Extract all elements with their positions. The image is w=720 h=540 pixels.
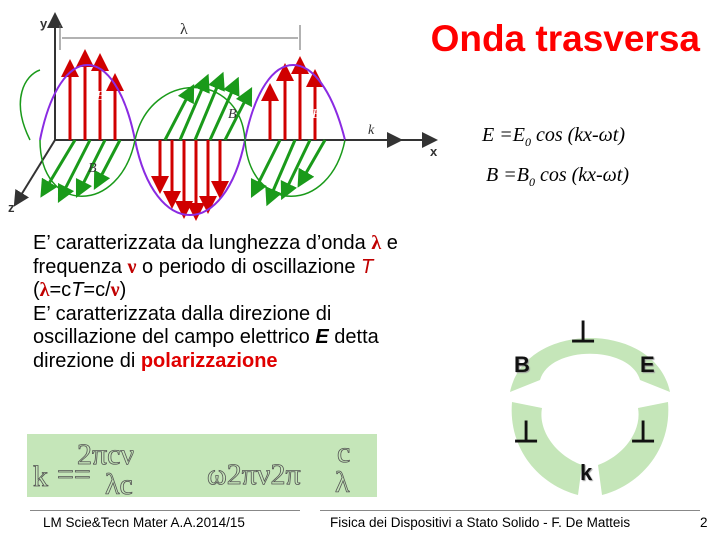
equation-b-rhs: cos (kx-ωt) (534, 164, 630, 186)
e-label-2: E (312, 107, 321, 122)
body-line-2 (33, 256, 503, 280)
vector-e-label: E (640, 352, 655, 377)
body-line-5a: oscillazione del campo elettrico (33, 326, 316, 348)
equation-e-sub: 0 (524, 135, 531, 149)
perp-symbol-top: ⊥ (570, 316, 597, 349)
nu-symbol-2: ν (110, 279, 120, 301)
body-line-3a: ( (33, 279, 40, 301)
formula-eq: == (57, 458, 91, 491)
footer-divider-left (30, 510, 300, 511)
body-line-6 (33, 350, 503, 374)
lambda-symbol-2: λ (39, 279, 50, 301)
period-symbol-2: T (71, 279, 84, 301)
body-line-1b: e (381, 232, 398, 254)
formula-overlay-box (27, 434, 377, 497)
body-line-3c: =c/ (83, 279, 111, 301)
footer-course-title: Fisica dei Dispositivi a Stato Solido - F. De Matteis (330, 515, 631, 530)
body-line-1 (33, 232, 503, 256)
body-line-3d: ) (119, 279, 127, 301)
body-line-5b: detta (328, 326, 379, 348)
body-text (33, 232, 503, 373)
polarization-term: polarizzazione (140, 349, 278, 372)
body-line-1a: E’ caratterizzata da lunghezza d’onda (33, 232, 372, 254)
x-axis-label: x (430, 144, 438, 159)
formula-k: k (33, 460, 48, 493)
body-line-4: E’ caratterizzata dalla direzione di (33, 302, 332, 325)
equation-b-sub: 0 (528, 175, 535, 189)
slide-title: Onda trasversa (430, 18, 700, 59)
vector-k-label: k (580, 460, 593, 485)
body-line-3 (33, 279, 503, 303)
perp-symbol-right: ⊥ (630, 416, 657, 449)
body-line-2b: o periodo di oscillazione (136, 255, 362, 278)
body-line-2a: frequenza (33, 255, 128, 278)
lambda-symbol: λ (371, 232, 382, 254)
vector-b-label: B (514, 352, 530, 377)
footer-course: LM Scie&Tecn Mater A.A.2014/15 (43, 515, 245, 530)
lambda-label: λ (180, 21, 188, 38)
body-line-5 (33, 326, 503, 350)
y-axis-label: y (40, 16, 48, 31)
formula-right-c: c (337, 436, 351, 469)
formula-bottom-left: λc (105, 468, 133, 497)
z-axis (18, 140, 55, 200)
equation-e-rhs: cos (kx-ωt) (530, 124, 626, 146)
formula-right-lambda: λ (335, 466, 350, 497)
e-field-symbol: E (315, 326, 329, 348)
k-label: k (368, 123, 375, 138)
e-label-1: E (96, 89, 105, 104)
footer-divider-right (320, 510, 700, 511)
b-label-1: B (88, 161, 97, 176)
body-line-3b: =c (49, 279, 72, 301)
equation-b-lhs: B =B (486, 164, 529, 186)
body-line-6a: direzione di (33, 349, 141, 372)
equation-b (486, 164, 629, 190)
page-number: 2 (700, 515, 708, 530)
b-wave-back (20, 70, 40, 140)
formula-overlay-text (27, 434, 377, 497)
formula-top-left: 2πcν (77, 438, 135, 471)
nu-symbol: ν (127, 255, 137, 278)
period-symbol: T (361, 255, 374, 278)
z-axis-label: z (8, 200, 15, 215)
equation-e (482, 124, 625, 150)
formula-right: ω2πν2π (207, 458, 301, 491)
perp-symbol-left: ⊥ (513, 416, 540, 449)
b-label-2: B (228, 107, 237, 122)
equation-e-lhs: E =E (482, 124, 525, 146)
